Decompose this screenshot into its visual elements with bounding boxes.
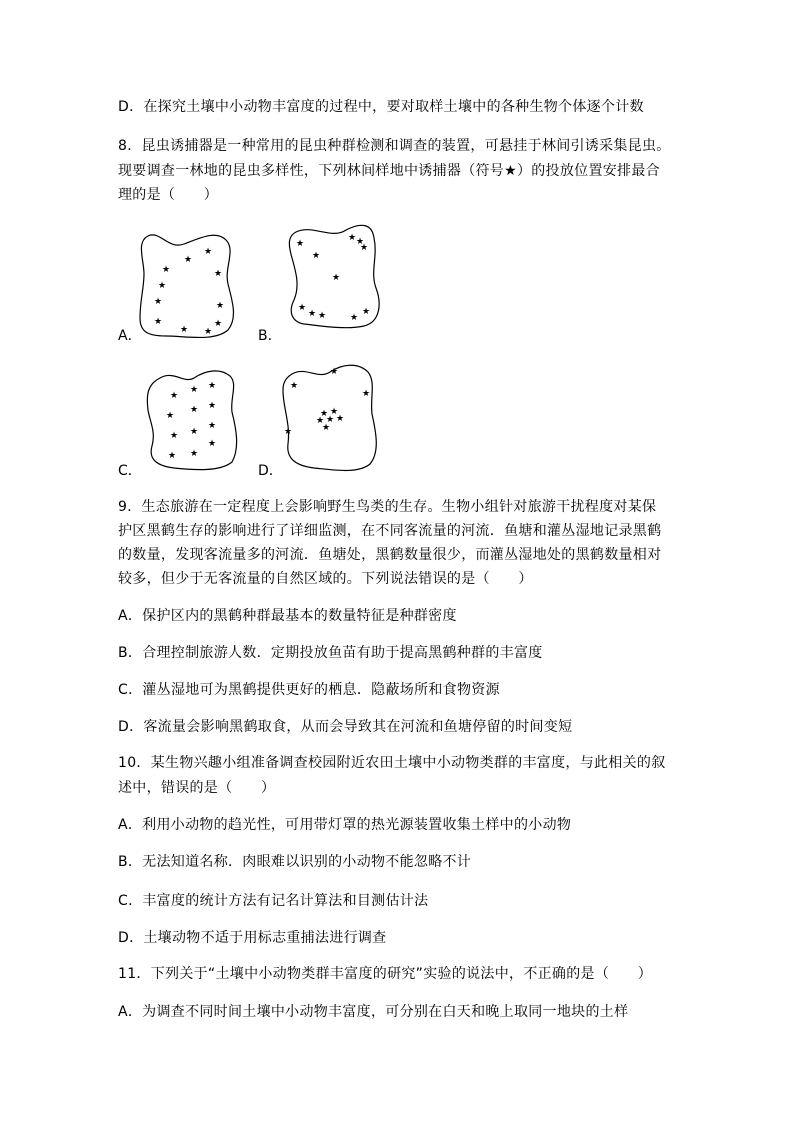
star: ★ [298, 303, 307, 313]
star: ★ [312, 251, 321, 261]
q11-stem: 11．下列关于“土壤中小动物类群丰富度的研究”实验的说法中，不正确的是（ ） [118, 966, 653, 982]
star: ★ [284, 427, 293, 437]
star: ★ [170, 431, 179, 441]
star: ★ [356, 237, 365, 247]
star: ★ [168, 451, 177, 461]
star: ★ [184, 255, 193, 265]
star: ★ [362, 389, 371, 399]
star: ★ [348, 233, 357, 243]
star: ★ [290, 381, 299, 391]
q8-stem-line-1: 8．昆虫诱捕器是一种常用的昆虫种群检测和调查的装置，可悬挂于林间引诱采集昆虫。 [118, 138, 671, 154]
star: ★ [318, 311, 327, 321]
star: ★ [332, 273, 341, 283]
star: ★ [208, 439, 217, 449]
q8-label-a: A． [118, 328, 142, 344]
q8-stem-line-3: 理的是（ ） [118, 187, 219, 203]
q9-stem-line-1: 9．生态旅游在一定程度上会影响野生鸟类的生存。生物小组针对旅游干扰程度对某保 [118, 499, 657, 515]
q10-stem-line-1: 10．某生物兴趣小组准备调查校园附近农田土壤中小动物类群的丰富度，与此相关的叙 [118, 755, 666, 771]
star: ★ [214, 269, 223, 279]
star: ★ [190, 405, 199, 415]
star: ★ [204, 247, 213, 257]
q10-option-c: C．丰富度的统计方法有记名计算法和目测估计法 [118, 893, 429, 909]
q8-figure-d [278, 360, 388, 475]
star: ★ [190, 427, 199, 437]
star: ★ [208, 421, 217, 431]
star: ★ [190, 385, 199, 395]
star: ★ [322, 423, 331, 433]
star: ★ [362, 307, 371, 317]
star: ★ [154, 317, 163, 327]
q8-label-d: D． [258, 463, 283, 479]
q9-stem-line-4: 较多，但少于无客流量的自然区域的。下列说法错误的是（ ） [118, 571, 533, 587]
star: ★ [350, 313, 359, 323]
q9-option-d: D．客流量会影响黑鹤取食，从而会导致其在河流和鱼塘停留的时间变短 [118, 719, 573, 735]
q8-figure-c-svg [140, 366, 250, 476]
q8-label-c: C． [118, 463, 142, 479]
star: ★ [208, 401, 217, 411]
star: ★ [326, 415, 335, 425]
star: ★ [166, 411, 175, 421]
q9-stem-line-3: 的数量，发现客流量多的河流．鱼塘处，黑鹤数量很少，而灌丛湿地处的黑鹤数量相对 [118, 547, 662, 563]
q8-figure-b-svg [282, 222, 392, 332]
q9-option-b: B．合理控制旅游人数．定期投放鱼苗有助于提高黑鹤种群的丰富度 [118, 645, 543, 661]
q9-stem-line-2: 护区黑鹤生存的影响进行了详细监测，在不同客流量的河流．鱼塘和灌丛湿地记录黑鹤 [118, 523, 662, 539]
star: ★ [216, 301, 225, 311]
star: ★ [158, 281, 167, 291]
star: ★ [360, 243, 369, 253]
q10-option-a: A．利用小动物的趋光性，可用带灯罩的热光源装置收集土样中的小动物 [118, 817, 572, 833]
star: ★ [208, 381, 217, 391]
star: ★ [214, 319, 223, 329]
q8-figure-b [282, 222, 392, 332]
q9-option-c: C．灌丛湿地可为黑鹤提供更好的栖息．隐蔽场所和食物资源 [118, 682, 500, 698]
q11-option-a: A．为调查不同时间土壤中小动物丰富度，可分别在白天和晚上取同一地块的土样 [118, 1004, 629, 1020]
q7-option-d: D．在探究土壤中小动物丰富度的过程中，要对取样土壤中的各种生物个体逐个计数 [118, 99, 644, 115]
q10-stem-line-2: 述中，错误的是（ ） [118, 780, 276, 796]
q8-stem-line-2: 现要调查一林地的昆虫多样性，下列林间样地中诱捕器（符号★）的投放位置安排最合 [118, 163, 660, 179]
star: ★ [330, 407, 339, 417]
star: ★ [320, 409, 329, 419]
star: ★ [162, 265, 171, 275]
q10-option-b: B．无法知道名称．肉眼难以识别的小动物不能忽略不计 [118, 854, 472, 870]
star: ★ [296, 239, 305, 249]
q10-option-d: D．土壤动物不适于用标志重捕法进行调查 [118, 930, 387, 946]
star: ★ [336, 414, 345, 424]
star: ★ [308, 309, 317, 319]
q8-figure-c [140, 366, 250, 476]
star: ★ [316, 416, 325, 426]
q8-figure-d-svg [278, 360, 388, 475]
star: ★ [154, 297, 163, 307]
star: ★ [330, 367, 339, 377]
star: ★ [190, 449, 199, 459]
star: ★ [170, 391, 179, 401]
q9-option-a: A．保护区内的黑鹤种群最基本的数量特征是种群密度 [118, 608, 457, 624]
star: ★ [204, 327, 213, 337]
star: ★ [180, 325, 189, 335]
q8-label-b: B． [258, 328, 282, 344]
